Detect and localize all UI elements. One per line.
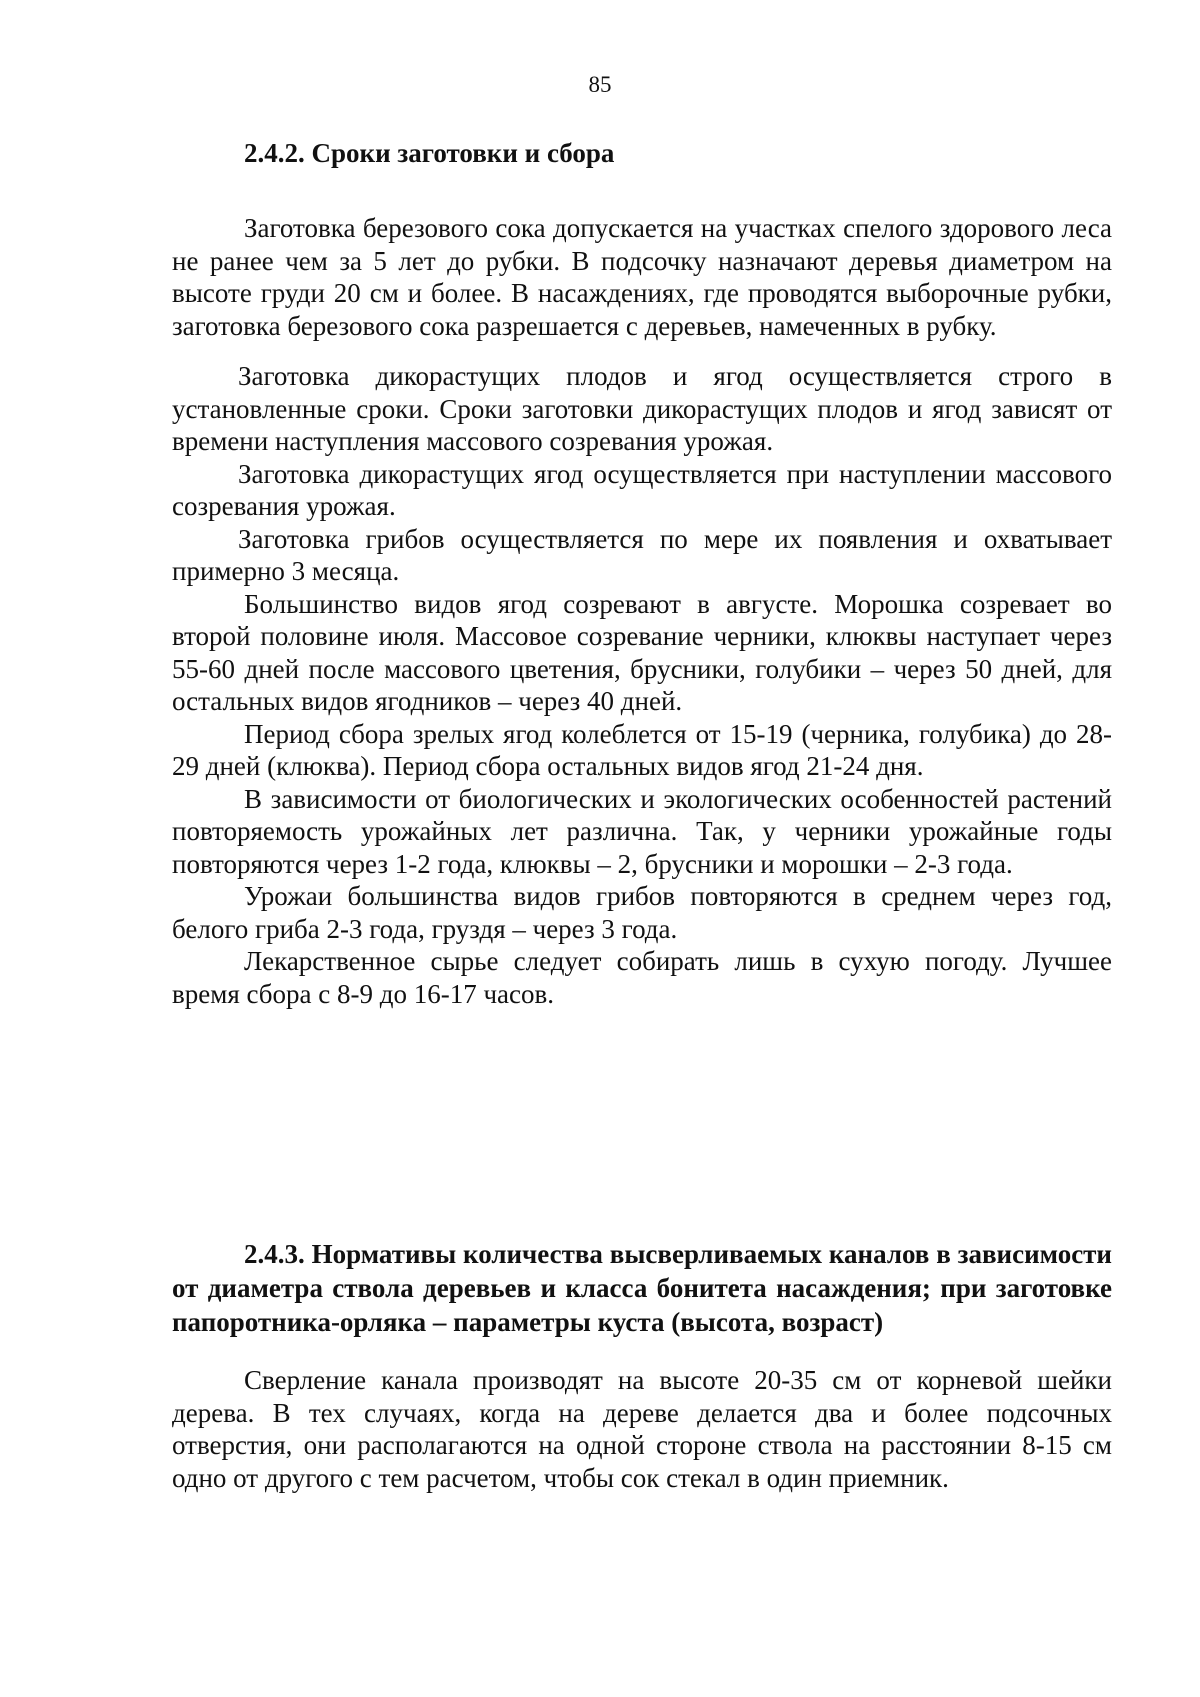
paragraph: Сверление канала производят на высоте 20-35 см от корневой шейки дерева. В тех случаях, когда на дереве делается два и более подсочных отверстия, они располагаются на одной стороне ствола на расстоянии 8-15 см одно от другого с тем расчетом, чтобы сок стекал в один приемник. [172,1365,1112,1493]
section-heading: 2.4.3. Нормативы количества высверливаемых каналов в зависимости от диаметра ствола деревьев и класса бонитета насаждения; при заготовке папоротника-орляка – параметры куста (высота, возраст) [172,1239,1112,1337]
page-number: 85 [588,72,612,97]
section-2-4-2 [172,136,1112,1010]
paragraph: Заготовка дикорастущих плодов и ягод осуществляется строго в установленные сроки. Сроки заготовки дикорастущих плодов и ягод зависят от времени наступления массового созревания урожая. [172,361,1112,456]
paragraph: Большинство видов ягод созревают в августе. Морошка созревает во второй половине июля. Массовое созревание черники, клюквы наступает через 55-60 дней после массового цветения, брусники, голубики – через 50 дней, для остальных видов ягодников – через 40 дней. [172,588,1112,716]
paragraph: Заготовка березового сока допускается на участках спелого здорового леса не ранее чем за 5 лет до рубки. В подсочку назначают деревья диаметром на высоте груди 20 см и более. В насаждениях, где проводятся выборочные рубки, заготовка березового сока разрешается с деревьев, намеченных в рубку. [172,213,1112,341]
section-2-4-3 [172,1237,1112,1494]
paragraph: Лекарственное сырье следует собирать лишь в сухую погоду. Лучшее время сбора с 8-9 до 16-17 часов. [172,946,1112,1009]
paragraph: Урожаи большинства видов грибов повторяются в среднем через год, белого гриба 2-3 года, груздя – через 3 года. [172,881,1112,944]
paragraph: Заготовка дикорастущих ягод осуществляется при наступлении массового созревания урожая. [172,458,1112,521]
paragraph: В зависимости от биологических и экологических особенностей растений повторяемость урожайных лет различна. Так, у черники урожайные годы повторяются через 1-2 года, клюквы – 2, брусники и морошки – 2-3 года. [172,783,1112,879]
section-heading: 2.4.2. Сроки заготовки и сбора [244,138,615,168]
paragraph: Заготовка грибов осуществляется по мере их появления и охватывает примерно 3 месяца. [172,523,1112,586]
paragraph: Период сбора зрелых ягод колеблется от 15-19 (черника, голубика) до 28-29 дней (клюква). Период сбора остальных видов ягод 21-24 дня. [172,718,1112,781]
